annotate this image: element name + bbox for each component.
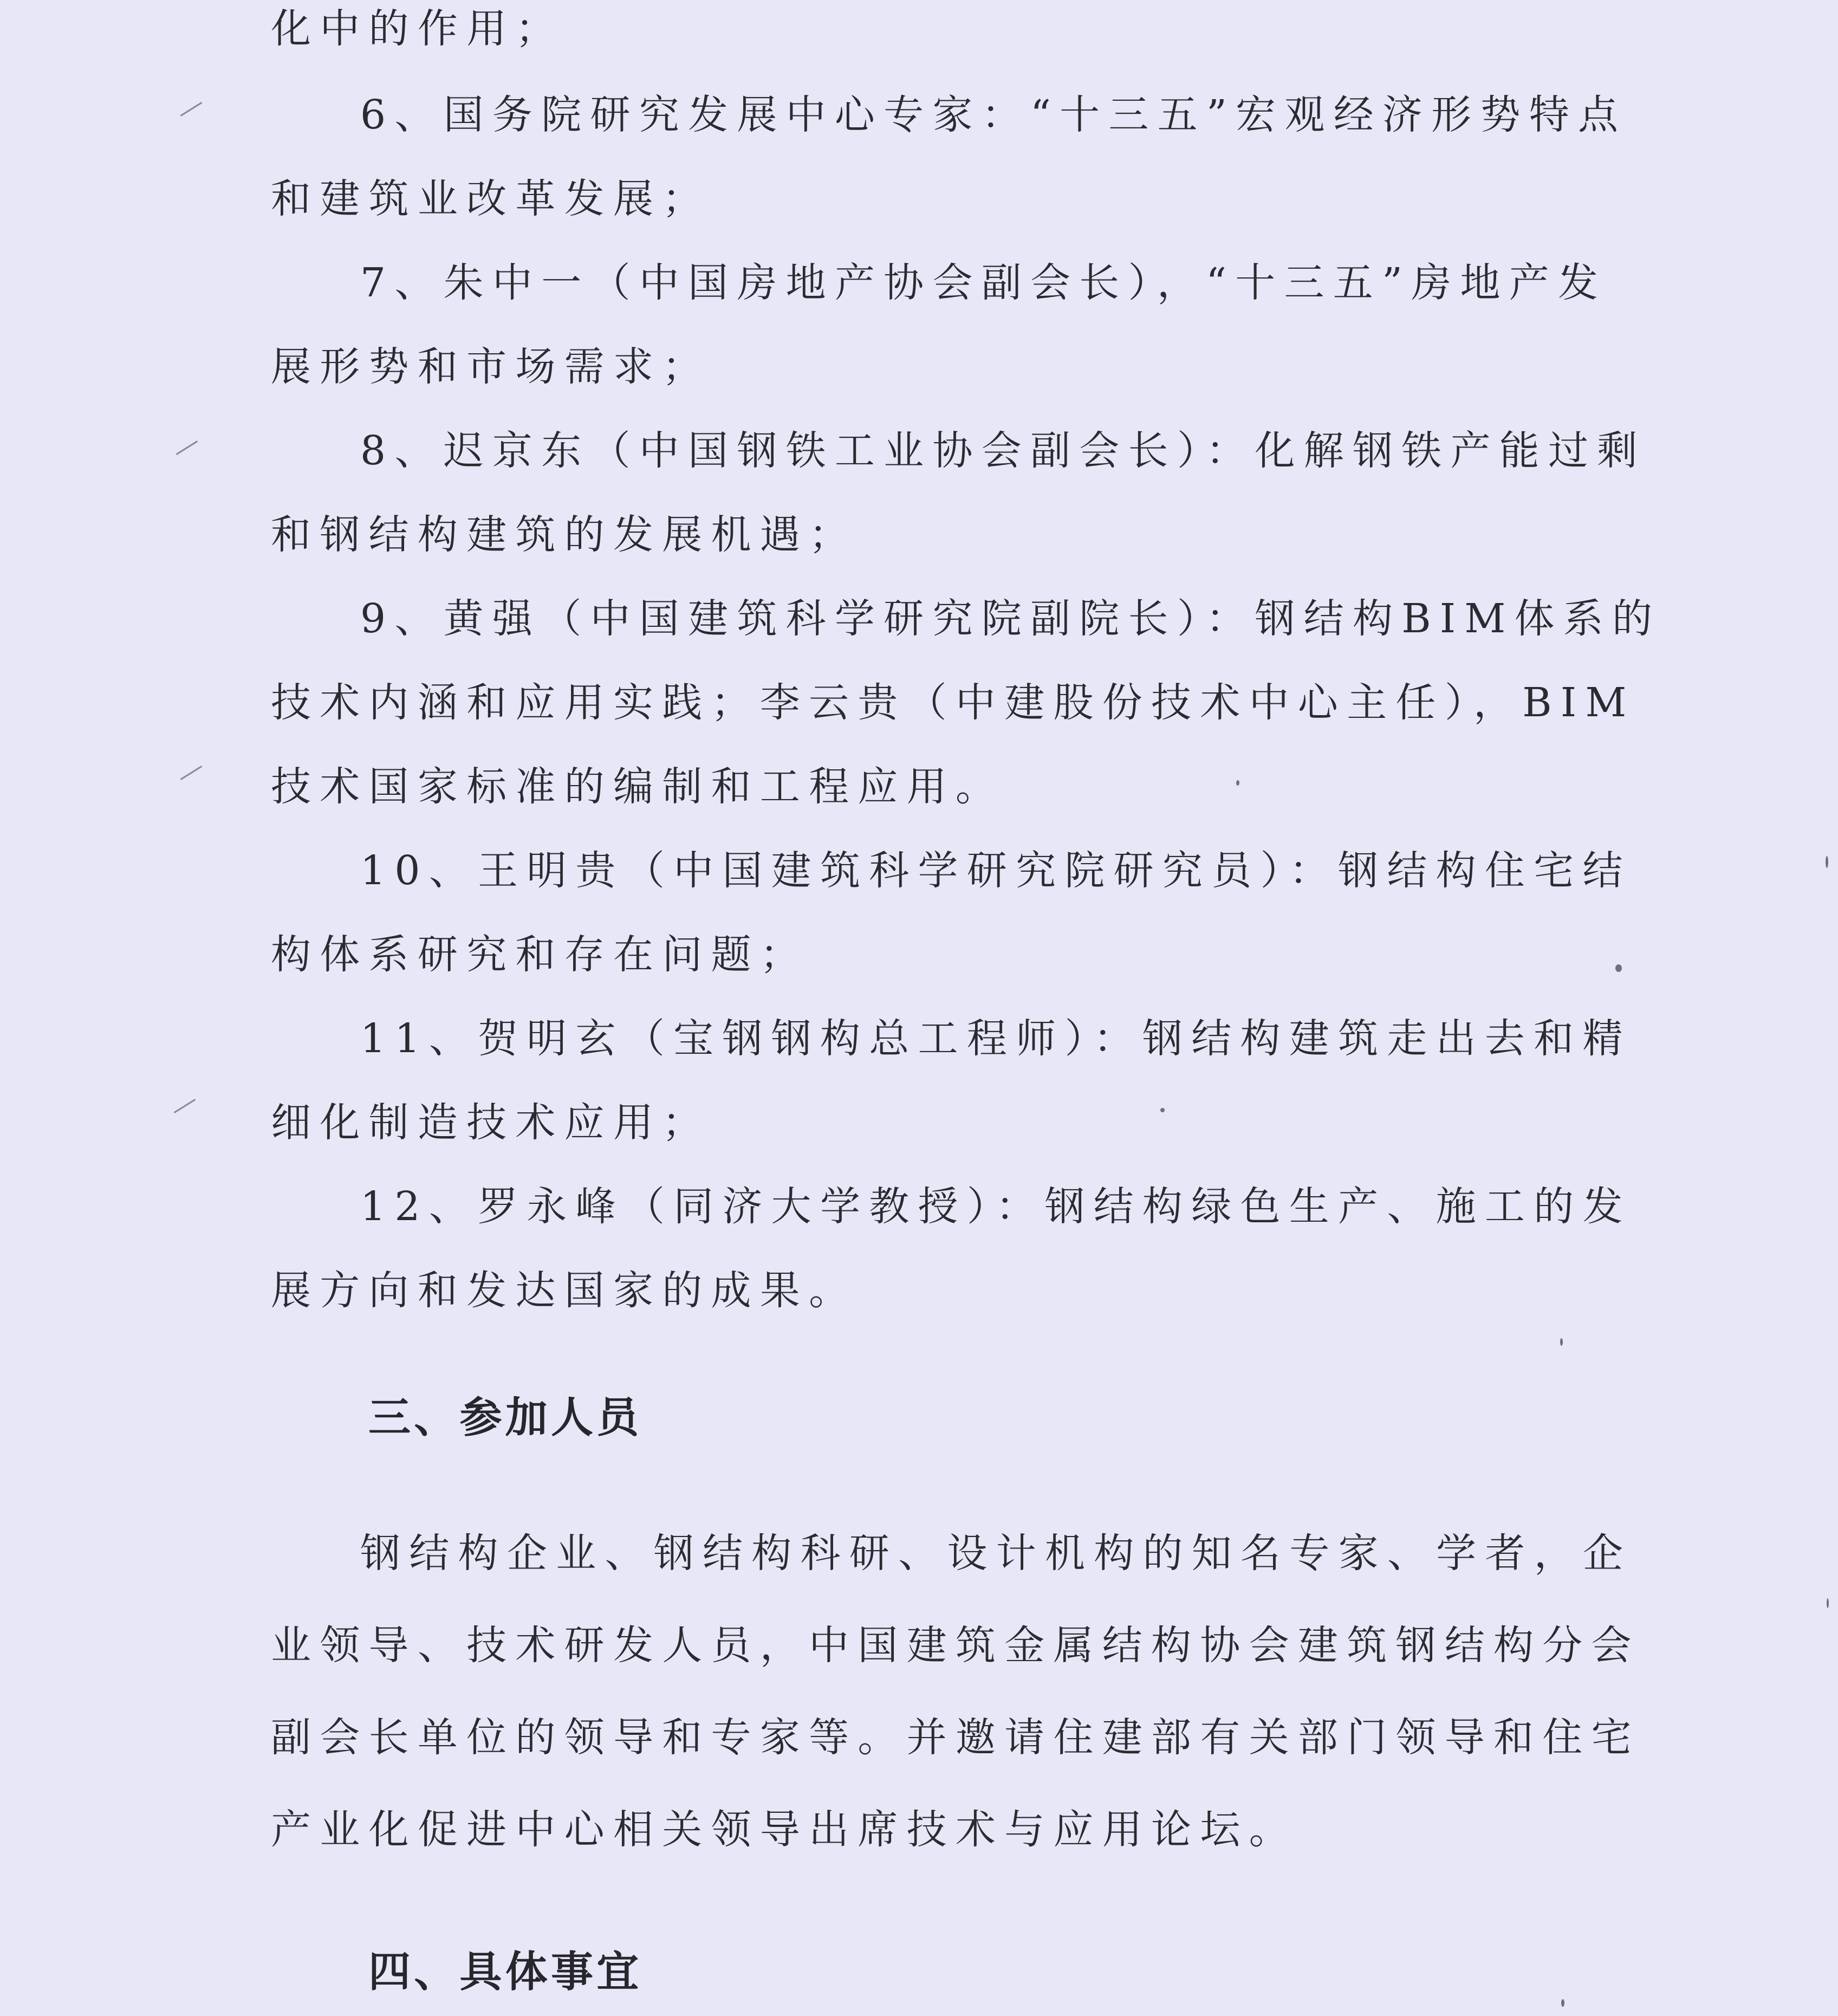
text-line: 和建筑业改革发展； — [271, 176, 711, 222]
scan-speck — [1160, 1108, 1165, 1112]
list-item-12: 12、罗永峰（同济大学教授）：钢结构绿色生产、施工的发 — [360, 1183, 1632, 1230]
scan-mark — [174, 1099, 196, 1113]
text-line: 展形势和市场需求； — [271, 343, 711, 390]
list-item-9: 9、黄强（中国建筑科学研究院副院长）：钢结构BIM体系的 — [360, 595, 1661, 642]
list-item-7: 7、朱中一（中国房地产协会副会长），“十三五”房地产发 — [360, 260, 1607, 306]
scan-mark — [180, 766, 203, 780]
scan-speck — [1615, 964, 1622, 972]
scan-speck — [1561, 1999, 1564, 2007]
text-line: 和钢结构建筑的发展机遇； — [271, 511, 858, 558]
scan-mark — [176, 440, 198, 455]
text-line: 展方向和发达国家的成果。 — [271, 1267, 858, 1314]
section-heading-participants: 三、参加人员 — [368, 1393, 642, 1442]
list-item-8: 8、迟京东（中国钢铁工业协会副会长）：化解钢铁产能过剩 — [360, 427, 1646, 474]
scan-speck — [1236, 780, 1239, 786]
text-line: 构体系研究和存在问题； — [271, 931, 809, 978]
text-line: 化中的作用； — [271, 5, 564, 52]
list-item-10: 10、王明贵（中国建筑科学研究院研究员）：钢结构住宅结 — [360, 847, 1632, 894]
participants-paragraph-line: 业领导、技术研发人员，中国建筑金属结构协会建筑钢结构分会 — [271, 1622, 1640, 1669]
scan-speck — [1826, 856, 1828, 868]
text-line: 技术内涵和应用实践；李云贵（中建股份技术中心主任），BIM — [271, 679, 1635, 726]
text-line: 细化制造技术应用； — [271, 1099, 711, 1146]
scan-speck — [1827, 1598, 1829, 1608]
list-item-11: 11、贺明玄（宝钢钢构总工程师）：钢结构建筑走出去和精 — [360, 1015, 1632, 1062]
participants-paragraph-line: 副会长单位的领导和专家等。并邀请住建部有关部门领导和住宅 — [271, 1714, 1640, 1761]
participants-paragraph-line: 产业化促进中心相关领导出席技术与应用论坛。 — [271, 1806, 1298, 1853]
list-item-6: 6、国务院研究发展中心专家：“十三五”宏观经济形势特点 — [360, 92, 1627, 138]
scan-speck — [1560, 1338, 1563, 1346]
section-heading-details: 四、具体事宜 — [368, 1948, 642, 1996]
participants-paragraph-line: 钢结构企业、钢结构科研、设计机构的知名专家、学者，企 — [360, 1530, 1632, 1577]
scan-mark — [180, 102, 203, 116]
text-line: 技术国家标准的编制和工程应用。 — [271, 763, 1005, 810]
